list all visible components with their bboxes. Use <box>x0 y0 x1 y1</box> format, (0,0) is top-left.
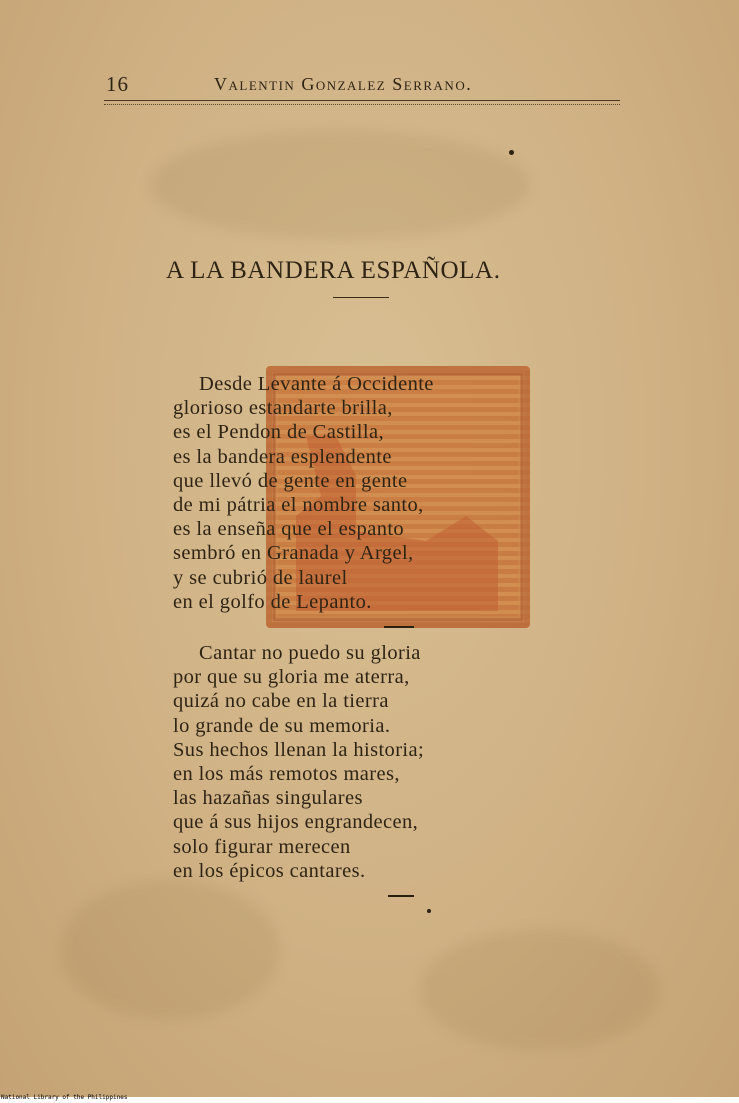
verse-line: las hazañas singulares <box>173 787 363 810</box>
title-rule <box>333 297 389 298</box>
stanza-divider <box>384 626 414 628</box>
verse-line: es la bandera esplendente <box>173 445 392 468</box>
verse-line: en el golfo de Lepanto. <box>173 590 372 613</box>
verse-line: es la enseña que el espanto <box>173 518 405 541</box>
verse-line: en los más remotos mares, <box>173 763 400 786</box>
end-mark <box>388 895 414 897</box>
ink-speck <box>427 909 431 913</box>
paper-stain <box>150 130 530 240</box>
page-number: 16 <box>106 72 129 96</box>
ink-speck <box>509 150 514 155</box>
verse-line: es el Pendon de Castilla, <box>173 421 384 444</box>
verse-line: que á sus hijos engrandecen, <box>173 811 419 834</box>
verse-line: y se cubrió de laurel <box>173 566 348 589</box>
verse-line: solo figurar merecen <box>173 835 351 858</box>
verse-line: que llevó de gente en gente <box>173 469 408 492</box>
header-rule <box>104 100 620 105</box>
footer-credit: National Library of the Philippines <box>1 1094 128 1101</box>
verse-line: en los épicos cantares. <box>173 859 366 882</box>
running-head: Valentin Gonzalez Serrano. <box>214 74 473 94</box>
stanza-1 <box>173 372 533 614</box>
stanza-2 <box>173 641 533 883</box>
poem-title: A LA BANDERA ESPAÑOLA. <box>166 257 501 284</box>
verse-line: Sus hechos llenan la historia; <box>173 738 425 761</box>
verse-line: quizá no cabe en la tierra <box>173 690 389 713</box>
page-header <box>106 72 620 98</box>
verse-line: lo grande de su memoria. <box>173 714 391 737</box>
verse-line: por que su gloria me aterra, <box>173 666 410 689</box>
verse-line: glorioso estandarte brilla, <box>173 397 393 420</box>
verse-line: Desde Levante á Occidente <box>199 373 434 395</box>
verse-line: de mi pátria el nombre santo, <box>173 494 424 517</box>
verse-line: sembró en Granada y Argel, <box>173 542 414 565</box>
paper-stain <box>60 880 280 1020</box>
paper-stain <box>420 930 660 1050</box>
verse-line: Cantar no puedo su gloria <box>199 642 421 664</box>
